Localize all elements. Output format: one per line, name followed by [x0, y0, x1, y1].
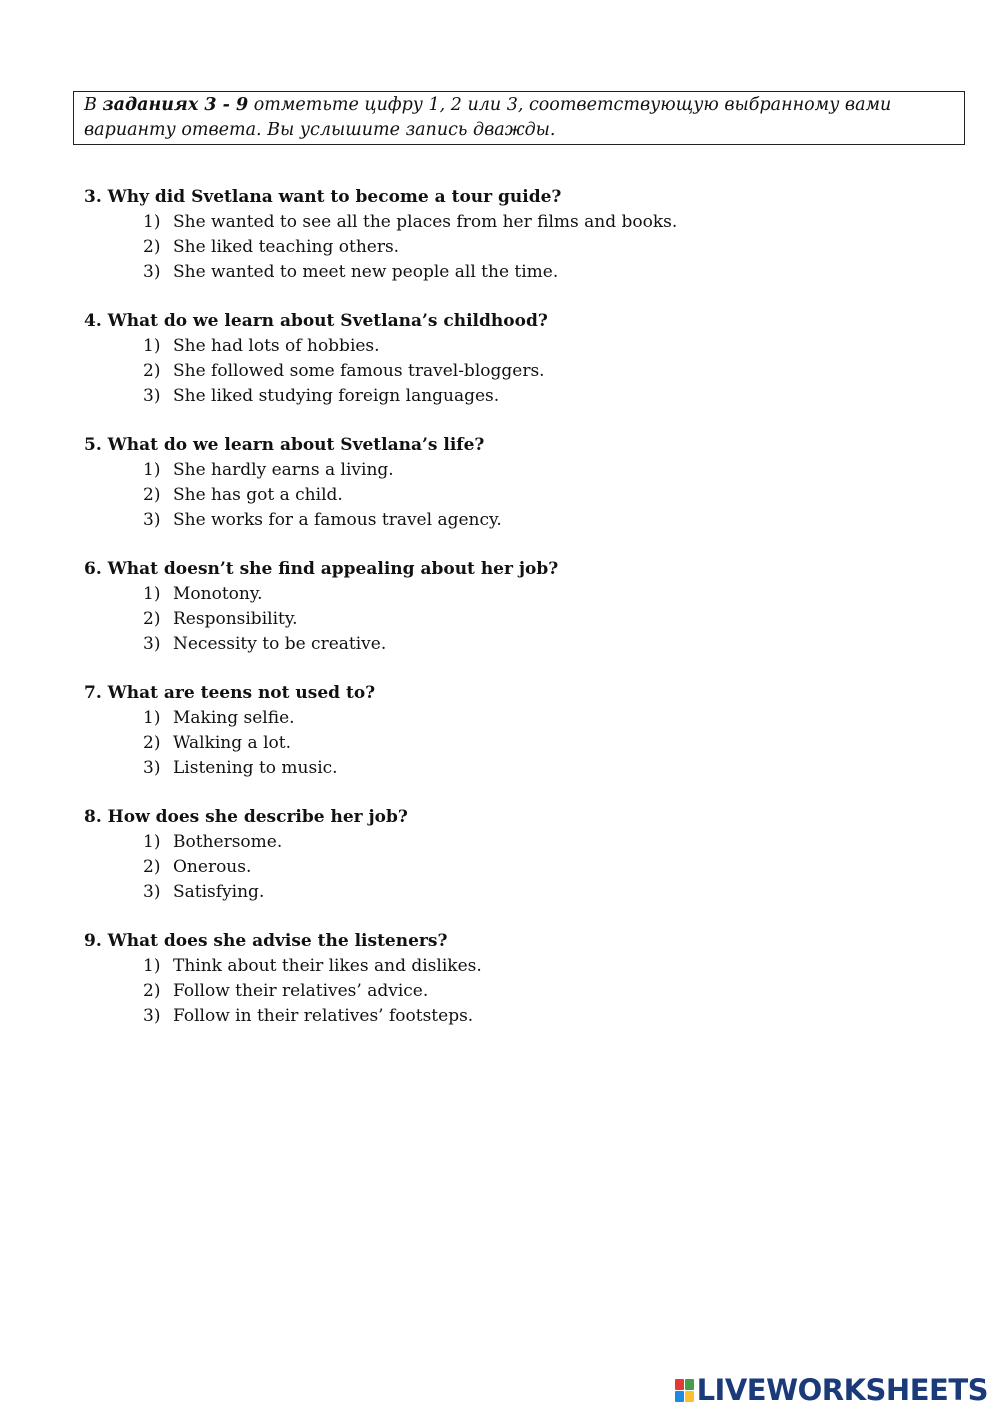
option-text: She wanted to meet new people all the time.: [173, 262, 559, 282]
answer-option[interactable]: [84, 756, 964, 781]
option-text: She liked teaching others.: [173, 237, 400, 257]
question-block: [84, 433, 964, 533]
instruction-box: [73, 91, 965, 145]
option-text: Necessity to be creative.: [173, 634, 387, 654]
option-number: 2): [143, 981, 161, 1001]
question-title: 6. What doesn’t she find appealing about her job?: [84, 559, 559, 579]
option-number: 3): [143, 882, 161, 902]
option-number: 1): [143, 584, 161, 604]
answer-option[interactable]: [84, 210, 964, 235]
option-number: 2): [143, 485, 161, 505]
answer-option[interactable]: [84, 855, 964, 880]
answer-option[interactable]: [84, 508, 964, 533]
option-number: 1): [143, 708, 161, 728]
liveworksheets-logo-icon: [675, 1379, 694, 1402]
answer-option[interactable]: [84, 731, 964, 756]
logo-square: [675, 1379, 684, 1390]
answer-option[interactable]: [84, 384, 964, 409]
question-block: [84, 929, 964, 1029]
answer-option[interactable]: [84, 632, 964, 657]
option-number: 1): [143, 212, 161, 232]
option-number: 2): [143, 361, 161, 381]
option-text: Making selfie.: [173, 708, 295, 728]
answer-option[interactable]: [84, 830, 964, 855]
option-text: Monotony.: [173, 584, 263, 604]
option-number: 2): [143, 237, 161, 257]
option-text: Think about their likes and dislikes.: [173, 956, 482, 976]
option-number: 2): [143, 609, 161, 629]
answer-option[interactable]: [84, 954, 964, 979]
option-number: 1): [143, 336, 161, 356]
option-text: Follow in their relatives’ footsteps.: [173, 1006, 474, 1026]
option-text: She liked studying foreign languages.: [173, 386, 500, 406]
option-text: She followed some famous travel-bloggers.: [173, 361, 545, 381]
option-text: Responsibility.: [173, 609, 298, 629]
option-text: She has got a child.: [173, 485, 343, 505]
question-list: [84, 185, 964, 1053]
question-block: [84, 185, 964, 285]
option-number: 3): [143, 510, 161, 530]
option-text: Satisfying.: [173, 882, 265, 902]
question-block: [84, 805, 964, 905]
option-number: 2): [143, 857, 161, 877]
option-text: She works for a famous travel agency.: [173, 510, 502, 530]
question-title: 4. What do we learn about Svetlana’s childhood?: [84, 311, 548, 331]
answer-option[interactable]: [84, 979, 964, 1004]
question-title: 9. What does she advise the listeners?: [84, 931, 448, 951]
option-number: 1): [143, 460, 161, 480]
answer-option[interactable]: [84, 607, 964, 632]
instruction-bold: заданиях 3 - 9: [102, 95, 249, 115]
option-number: 3): [143, 386, 161, 406]
option-text: She hardly earns a living.: [173, 460, 394, 480]
answer-option[interactable]: [84, 235, 964, 260]
instruction-prefix: В: [84, 95, 103, 115]
answer-option[interactable]: [84, 483, 964, 508]
question-title: 3. Why did Svetlana want to become a tour guide?: [84, 187, 562, 207]
question-block: [84, 681, 964, 781]
answer-option[interactable]: [84, 260, 964, 285]
logo-square: [685, 1391, 694, 1402]
answer-option[interactable]: [84, 582, 964, 607]
answer-option[interactable]: [84, 334, 964, 359]
option-text: Listening to music.: [173, 758, 338, 778]
option-number: 3): [143, 634, 161, 654]
question-title: 8. How does she describe her job?: [84, 807, 408, 827]
question-title: 5. What do we learn about Svetlana’s life?: [84, 435, 485, 455]
question-block: [84, 309, 964, 409]
option-text: Onerous.: [173, 857, 252, 877]
option-number: 1): [143, 832, 161, 852]
option-text: She had lots of hobbies.: [173, 336, 380, 356]
option-text: She wanted to see all the places from her films and books.: [173, 212, 678, 232]
option-number: 3): [143, 758, 161, 778]
answer-option[interactable]: [84, 1004, 964, 1029]
question-block: [84, 557, 964, 657]
option-number: 3): [143, 1006, 161, 1026]
answer-option[interactable]: [84, 359, 964, 384]
option-number: 1): [143, 956, 161, 976]
question-title: 7. What are teens not used to?: [84, 683, 376, 703]
liveworksheets-logo: [675, 1373, 988, 1407]
option-text: Walking a lot.: [173, 733, 291, 753]
logo-text: LIVEWORKSHEETS: [696, 1373, 988, 1407]
option-number: 3): [143, 262, 161, 282]
answer-option[interactable]: [84, 706, 964, 731]
logo-square: [675, 1391, 684, 1402]
instruction-text: отметьте цифру 1, 2 или 3, соответствующую выбранному вами варианту ответа. Вы услышите запись дважды.: [84, 95, 892, 140]
answer-option[interactable]: [84, 458, 964, 483]
option-text: Bothersome.: [173, 832, 283, 852]
answer-option[interactable]: [84, 880, 964, 905]
option-text: Follow their relatives’ advice.: [173, 981, 429, 1001]
logo-square: [685, 1379, 694, 1390]
option-number: 2): [143, 733, 161, 753]
